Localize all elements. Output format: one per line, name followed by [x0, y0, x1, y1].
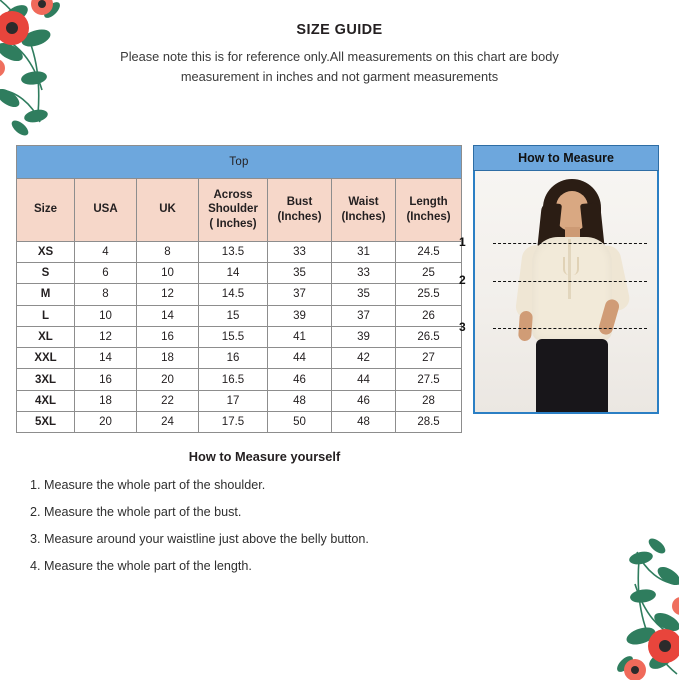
instruction-item: 4. Measure the whole part of the length.	[30, 559, 252, 574]
column-header-line: ( Inches)	[209, 217, 257, 230]
cell-usa: 20	[75, 412, 137, 433]
cell-bust: 33	[268, 241, 332, 262]
cell-size: L	[17, 305, 75, 326]
cell-waist: 39	[332, 326, 396, 347]
cell-uk: 20	[137, 369, 199, 390]
cell-size: 4XL	[17, 390, 75, 411]
page-title: SIZE GUIDE	[296, 22, 383, 38]
cell-shoulder: 13.5	[199, 241, 268, 262]
cell-shoulder: 14	[199, 262, 268, 283]
cell-size: XL	[17, 326, 75, 347]
cell-uk: 16	[137, 326, 199, 347]
cell-size: XXL	[17, 348, 75, 369]
how-to-measure-title: How to Measure	[473, 145, 659, 171]
cell-length: 28.5	[396, 412, 462, 433]
size-chart-banner: Top	[17, 145, 462, 178]
model-figure	[475, 171, 657, 412]
table-row	[17, 326, 462, 347]
cell-length: 24.5	[396, 241, 462, 262]
column-header-line: Waist	[348, 196, 379, 209]
table-row	[17, 412, 462, 433]
cell-shoulder: 15.5	[199, 326, 268, 347]
column-header-across-shoulder	[199, 178, 268, 241]
table-row	[17, 348, 462, 369]
column-header-line: Length	[409, 196, 448, 209]
cell-usa: 18	[75, 390, 137, 411]
cell-waist: 35	[332, 284, 396, 305]
cell-bust: 37	[268, 284, 332, 305]
table-row	[17, 284, 462, 305]
measure-marker-1: 1	[459, 234, 466, 249]
cell-waist: 46	[332, 390, 396, 411]
cell-length: 26.5	[396, 326, 462, 347]
cell-waist: 42	[332, 348, 396, 369]
cell-bust: 39	[268, 305, 332, 326]
column-header-line: Size	[33, 203, 57, 216]
model-arm-left	[518, 310, 533, 341]
column-header-line: Shoulder	[208, 203, 258, 216]
cell-bust: 35	[268, 262, 332, 283]
cell-waist: 33	[332, 262, 396, 283]
measure-marker-3: 3	[459, 319, 466, 334]
column-header-bust	[268, 178, 332, 241]
cell-shoulder: 15	[199, 305, 268, 326]
page-header	[0, 0, 679, 87]
cell-length: 25.5	[396, 284, 462, 305]
column-header-waist	[332, 178, 396, 241]
instruction-item: 3. Measure around your waistline just above the belly button.	[30, 532, 369, 547]
cell-uk: 14	[137, 305, 199, 326]
column-header-line: UK	[159, 203, 176, 216]
size-chart-table	[16, 145, 462, 434]
cell-size: 5XL	[17, 412, 75, 433]
measure-marker-2: 2	[459, 272, 466, 287]
cell-uk: 10	[137, 262, 199, 283]
cell-uk: 24	[137, 412, 199, 433]
model-pants	[536, 339, 608, 413]
cell-uk: 8	[137, 241, 199, 262]
cell-waist: 48	[332, 412, 396, 433]
column-header-size	[17, 178, 75, 241]
measure-line-waist	[493, 328, 647, 329]
size-chart-banner-row	[17, 145, 462, 178]
column-header-usa	[75, 178, 137, 241]
cell-bust: 41	[268, 326, 332, 347]
column-header-line: Bust	[286, 196, 313, 209]
cell-length: 25	[396, 262, 462, 283]
model-illustration	[473, 171, 659, 414]
model-neck-tie	[563, 257, 579, 275]
table-row	[17, 369, 462, 390]
cell-bust: 46	[268, 369, 332, 390]
column-header-line: (Inches)	[277, 210, 322, 223]
size-chart-container	[16, 145, 461, 434]
cell-uk: 12	[137, 284, 199, 305]
cell-bust: 44	[268, 348, 332, 369]
main-content	[0, 145, 679, 434]
column-header-line: (Inches)	[406, 210, 451, 223]
table-row	[17, 390, 462, 411]
cell-bust: 48	[268, 390, 332, 411]
cell-shoulder: 16	[199, 348, 268, 369]
cell-waist: 44	[332, 369, 396, 390]
cell-shoulder: 14.5	[199, 284, 268, 305]
column-header-line: USA	[93, 203, 118, 216]
size-chart-header-row	[17, 178, 462, 241]
table-row	[17, 241, 462, 262]
cell-shoulder: 17	[199, 390, 268, 411]
cell-size: XS	[17, 241, 75, 262]
instruction-item: 2. Measure the whole part of the bust.	[30, 505, 242, 520]
cell-waist: 37	[332, 305, 396, 326]
cell-uk: 22	[137, 390, 199, 411]
cell-shoulder: 16.5	[199, 369, 268, 390]
table-row	[17, 262, 462, 283]
cell-usa: 16	[75, 369, 137, 390]
how-to-measure-image-outer	[459, 171, 659, 414]
cell-usa: 14	[75, 348, 137, 369]
cell-size: S	[17, 262, 75, 283]
column-header-line: (Inches)	[341, 210, 386, 223]
column-header-length	[396, 178, 462, 241]
cell-size: M	[17, 284, 75, 305]
measure-line-shoulder	[493, 243, 647, 244]
table-row	[17, 305, 462, 326]
cell-length: 27.5	[396, 369, 462, 390]
cell-length: 27	[396, 348, 462, 369]
cell-usa: 4	[75, 241, 137, 262]
cell-bust: 50	[268, 412, 332, 433]
cell-shoulder: 17.5	[199, 412, 268, 433]
cell-uk: 18	[137, 348, 199, 369]
cell-size: 3XL	[17, 369, 75, 390]
cell-usa: 12	[75, 326, 137, 347]
instructions-title: How to Measure yourself	[188, 449, 341, 465]
cell-usa: 8	[75, 284, 137, 305]
cell-usa: 10	[75, 305, 137, 326]
cell-waist: 31	[332, 241, 396, 262]
page-subtitle: Please note this is for reference only.All measurements on this chart are body measurement in inches and not garment measurements	[120, 49, 559, 84]
measure-line-bust	[493, 281, 647, 282]
how-to-measure-panel	[459, 145, 659, 414]
instructions-section	[0, 449, 679, 573]
column-header-line: Across	[213, 189, 253, 202]
cell-length: 28	[396, 390, 462, 411]
instruction-item: 1. Measure the whole part of the shoulder.	[30, 478, 266, 493]
column-header-uk	[137, 178, 199, 241]
cell-usa: 6	[75, 262, 137, 283]
cell-length: 26	[396, 305, 462, 326]
